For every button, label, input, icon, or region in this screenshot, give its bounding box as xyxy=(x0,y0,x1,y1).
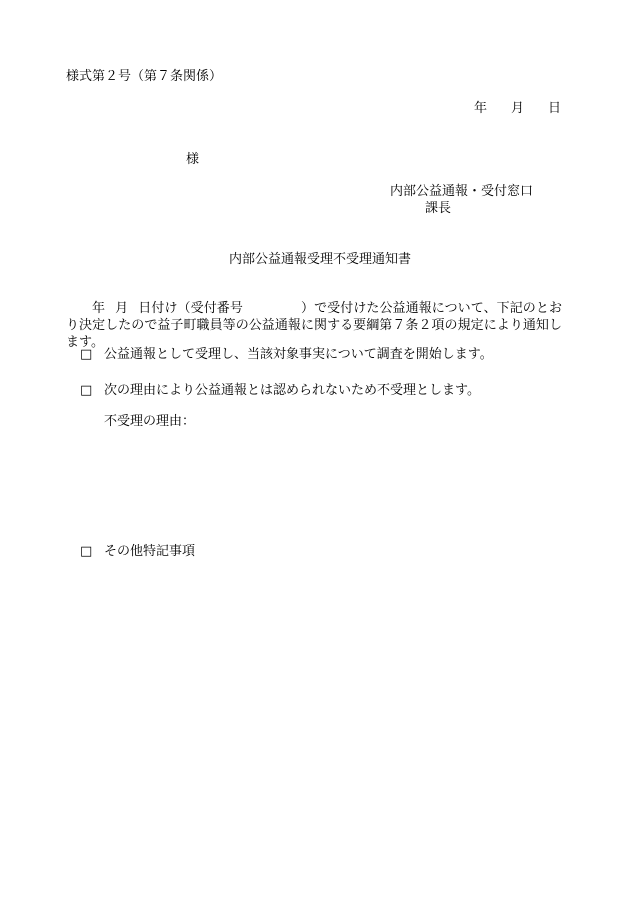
option-other-label: その他特記事項 xyxy=(104,544,196,559)
option-reject xyxy=(80,384,480,397)
checkbox-reject[interactable]: □ xyxy=(80,383,93,398)
date-line xyxy=(474,102,561,115)
body-dated: 日付け（受付番号 xyxy=(138,301,243,316)
checkbox-other[interactable]: □ xyxy=(80,544,93,559)
reject-reason-label: 不受理の理由： xyxy=(104,414,196,429)
body-year: 年 xyxy=(92,301,106,316)
recipient-suffix: 様 xyxy=(186,152,200,167)
body-rest: ）で受付けた公益通報について、下記のとおり決定したので益子町職員等の公益通報に関する要綱第７条２項の規定により通知します。 xyxy=(66,301,562,350)
issuer-title: 課長 xyxy=(425,201,452,216)
option-other xyxy=(80,545,195,558)
notice-body xyxy=(66,300,562,351)
option-accept xyxy=(80,348,493,361)
body-month: 月 xyxy=(115,301,129,316)
date-year: 年 xyxy=(474,101,488,116)
option-reject-label: 次の理由により公益通報とは認められないため不受理とします。 xyxy=(104,383,480,398)
date-day: 日 xyxy=(548,101,562,116)
date-month: 月 xyxy=(511,101,525,116)
checkbox-accept[interactable]: □ xyxy=(80,347,93,362)
document-title: 内部公益通報受理不受理通知書 xyxy=(229,252,412,267)
form-number: 様式第２号（第７条関係） xyxy=(66,69,223,84)
issuer-organization: 内部公益通報・受付窓口 xyxy=(390,184,534,199)
option-accept-label: 公益通報として受理し、当該対象事実について調査を開始します。 xyxy=(104,347,493,362)
